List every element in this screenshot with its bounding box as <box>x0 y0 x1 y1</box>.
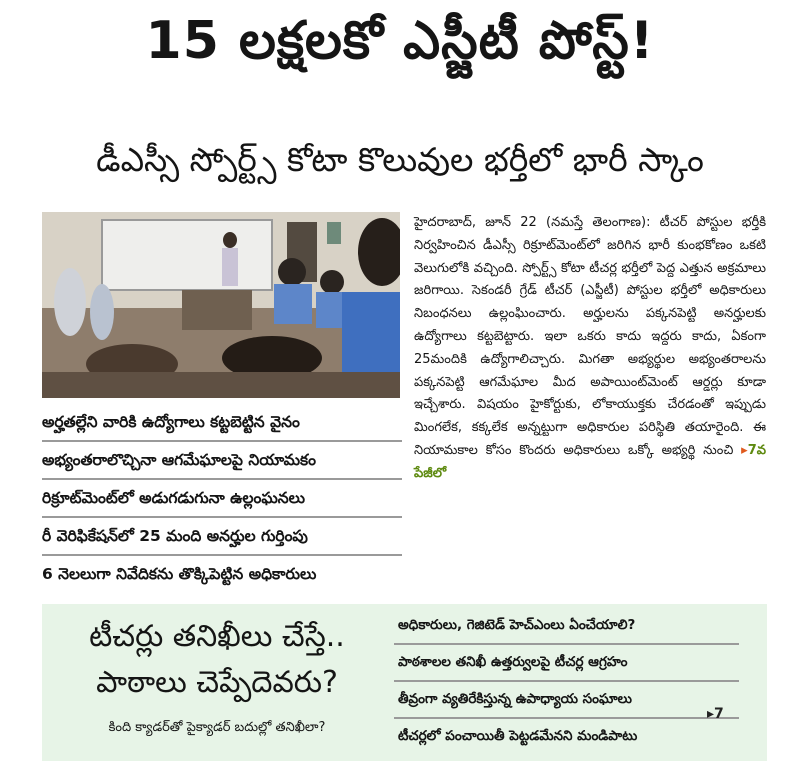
highlight-item: అభ్యంతరాలొచ్చినా ఆగమేఘాలపై నియామకం <box>42 442 402 480</box>
box-point: అధికారులు, గెజిటెడ్ హెచ్‌ఎంలు ఏంచేయాలి? <box>394 608 739 645</box>
box-page-reference <box>707 706 724 722</box>
classroom-photo-illustration <box>42 212 400 398</box>
highlight-item: రీ వెరిఫికేషన్‌లో 25 మంది అనర్హుల గుర్తింపు <box>42 518 402 556</box>
classroom-photo <box>42 212 400 398</box>
article-text: హైదరాబాద్, జూన్ 22 (నమస్తే తెలంగాణ): టీచర్ పోస్టుల భర్తీకి నిర్వహించిన డీఎస్సీ రిక్రూట్‌మెంట్‌లో జరిగిన భారీ కుంభకోణం ఒకటి వెలుగులోకి వచ్చింది. స్పోర్ట్స్ కోటా టీచర్ల భర్తీలో పెద్ద ఎత్తున అక్రమాలు జరిగాయి. సెకండరీ గ్రేడ్ టీచర్ (ఎస్జీటీ) పోస్టుల భర్తీలో అధికారులు నిబంధనలు ఉల్లంఘించారు. అర్హులను పక్కనపెట్టి అనర్హులకు ఉద్యోగాలు కట్టబెట్టారు. ఇలా ఒకరు కాదు ఇద్దరు కాదు, ఏకంగా 25మందికి ఉద్యోగాలిచ్చారు. మిగతా అభ్యర్థుల అభ్యంతరాలను పక్కనపెట్టి ఆగమేఘాల మీద అపాయింట్‌మెంట్ ఆర్డర్లు కూడా ఇచ్చేశారు. విషయం హైకోర్టుకు, లోకాయుక్తకు చేరడంతో ఇప్పుడు మింగలేక, కక్కలేక అన్నట్టుగా అధికారుల పరిస్థితి తయారైంది. ఈ నియామకాల కోసం కొందరు అధికారులు ఒక్కో అభ్యర్థి నుంచి <box>414 215 766 458</box>
box-heading-line1: టీచర్లు తనిఖీలు చేస్తే.. <box>89 619 345 654</box>
subheadline: డీఎస్సీ స్పోర్ట్స్ కోటా కొలువుల భర్తీలో భారీ స్కాం <box>96 140 704 179</box>
box-subtitle: కింది క్యాడర్‌తో పైక్యాడర్ బదుల్లో తనిఖీలా? <box>108 720 326 735</box>
highlight-item: 6 నెలలుగా నివేదికను తొక్కిపెట్టిన అధికారులు <box>42 565 317 583</box>
related-story-points <box>394 608 739 754</box>
highlight-item: అర్హతల్లేని వారికి ఉద్యోగాలు కట్టబెట్టిన వైనం <box>42 404 402 442</box>
highlight-list <box>42 404 402 592</box>
jump-label: 7వ పేజీలో <box>414 442 766 481</box>
box-point: పాఠశాలల తనిఖీ ఉత్తర్వులపై టీచర్ల ఆగ్రహం <box>394 645 739 682</box>
box-heading-line2: పాఠాలు చెప్పేదెవరు? <box>96 665 338 700</box>
box-page-number: 7 <box>714 706 724 722</box>
arrow-right-icon: ▸ <box>741 442 748 458</box>
headline: 15 లక్షలకో ఎస్జీటీ పోస్ట్! <box>145 11 655 71</box>
article-body <box>414 212 766 486</box>
highlight-item: రిక్రూట్‌మెంట్‌లో అడుగడుగునా ఉల్లంఘనలు <box>42 480 402 518</box>
box-point: తీవ్రంగా వ్యతిరేకిస్తున్న ఉపాధ్యాయ సంఘాలు <box>394 682 739 719</box>
box-point: టీచర్లలో పంచాయితీ పెట్టడమేనని మండిపాటు <box>398 728 638 744</box>
related-story-heading <box>42 604 392 761</box>
related-story-box <box>42 604 767 761</box>
arrow-right-icon: ▸ <box>707 706 715 722</box>
